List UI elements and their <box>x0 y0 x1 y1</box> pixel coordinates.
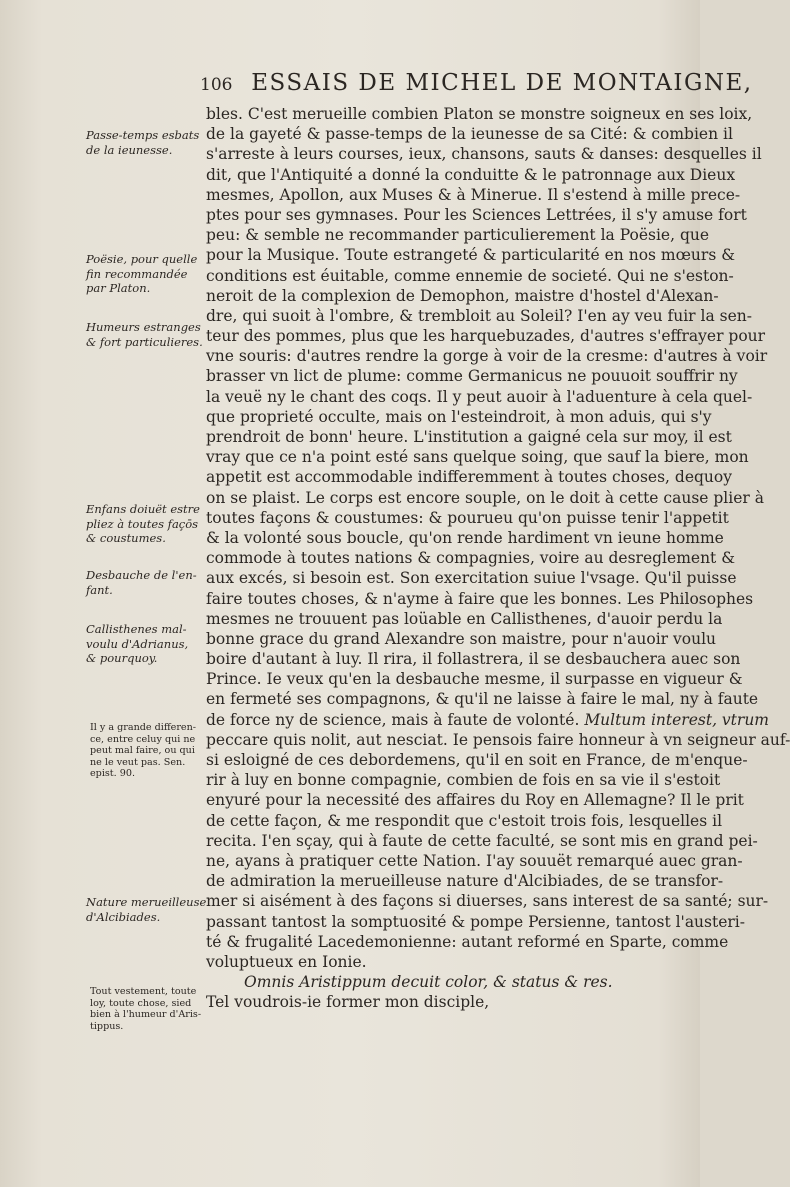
text-line: aux excés, si besoin est. Son exercitation suiue l'vsage. Qu'il puisse <box>206 569 737 588</box>
text-line: mesmes, Apollon, aux Muses & à Mineruе. Il s'estend à mille prece- <box>206 185 741 204</box>
verse-quote: Omnis Aristippum decuit color, & status & res. <box>244 973 613 992</box>
margin-note: Humeurs estranges & fort particulieres. <box>86 320 203 349</box>
text-line: commode à toutes nations & compagnies, voire au desreglement & <box>206 549 735 568</box>
latin-quote: Multum interest, vtrum <box>584 710 769 729</box>
header-title: ESSAIS DE MICHEL DE MONTAIGNE, <box>251 70 753 96</box>
main-text <box>206 104 790 1012</box>
margin-note: Callisthenes mal- voulu d'Adrianus, & pourquoy. <box>86 622 189 665</box>
text-line: bles. C'est merueille combien Platon se monstre soigneux en ses loix, <box>206 105 753 123</box>
margin-note: Desbauche de l'en- fant. <box>86 568 197 597</box>
text-line: passant tantost la somptuosité & pompe Persienne, tantost l'austeri- <box>206 912 746 931</box>
text-segment: de force ny de science, mais à faute de volonté. <box>206 710 580 729</box>
margin-note: Tout vestement, toute loy, toute chose, sied bien à l'humeur d'Aris- tippus. <box>90 986 202 1032</box>
text-line: & la volonté sous boucle, qu'on rende hardiment vn ieune homme <box>206 528 724 547</box>
text-line: ptes pour ses gymnases. Pour les Sciences Lettrées, il s'y amuse fort <box>206 205 747 224</box>
text-line: peu: & semble ne recommander particulierement la Poësie, que <box>206 226 710 245</box>
text-line: peccare quis nolit, aut nesciat. Ie pensois faire honneur à vn seigneur auf- <box>206 730 790 749</box>
text-line: teur des pommes, plus que les harquebuzades, d'autres s'effrayer pour <box>206 327 766 346</box>
text-line: Prince. Ie veux qu'en la desbauche mesme, il surpasse en vigueur & <box>206 670 743 689</box>
text-line: recita. I'en sçay, qui à faute de cette faculté, se sont mis en grand pei- <box>206 831 758 850</box>
text-line: la veuë ny le chant des coqs. Il y peut auoir à l'aduenture à cela quel- <box>206 387 753 406</box>
text-line: neroit de la complexion de Demophon, maistre d'hostel d'Alexan- <box>206 286 719 305</box>
text-line: bonne grace du grand Alexandre son maistre, pour n'auoir voulu <box>206 629 717 648</box>
margin-note: Nature merueilleuse d'Alcibiades. <box>86 895 207 924</box>
text-line: voluptueux en Ionie. <box>206 952 367 971</box>
page-number: 106 <box>200 75 233 95</box>
text-line: toutes façons & coustumes: & pourueu qu'on puisse tenir l'appetit <box>206 508 729 527</box>
text-line: ne, ayans à pratiquer cette Nation. I'ay souuët remarqué auec gran- <box>206 851 743 870</box>
text-line: appetit est accommodable indifferemment à toutes choses, dequoy <box>206 468 732 487</box>
text-line: en fermeté ses compagnons, & qu'il ne laisse à faire le mal, ny à faute <box>206 690 759 709</box>
text-line: brasser vn lict de plume: comme Germanicus ne pouuoit souffrir ny <box>206 367 738 386</box>
text-line: Tel voudrois-ie former mon disciple, <box>206 993 490 1012</box>
text-line: dre, qui suoit à l'ombre, & trembloit au Soleil? I'en ay veu fuir la sen- <box>206 306 752 325</box>
text-line: conditions est éuitable, comme ennemie de societé. Qui ne s'eston- <box>206 266 734 285</box>
running-header <box>200 70 753 96</box>
text-line: dit, que l'Antiquité a donné la conduitte & le patronnage aux Dieux <box>206 165 736 184</box>
text-line: prendroit de bonn' heure. L'institution a gaigné cela sur moy, il est <box>206 428 732 446</box>
text-line: faire toutes choses, & n'ayme à faire que les bonnes. Les Philosophes <box>206 589 754 608</box>
margin-note: Il y a grande differen- ce, entre celuy qui ne peut mal faire, ou qui ne le veut pas. Sen. epist. 90. <box>90 722 197 779</box>
text-line: de la gayeté & passe-temps de la ieunesse de sa Cité: & combien il <box>206 125 733 144</box>
margin-note: Enfans doiuët estre pliez à toutes façōs & coustumes. <box>86 502 200 545</box>
text-line: té & frugalité Lacedemonienne: autant reformé en Sparte, comme <box>206 932 729 951</box>
margin-note: Poësie, pour quelle fin recommandée par Platon. <box>86 252 198 295</box>
text-line: rir à luy en bonne compagnie, combien de fois en sa vie il s'estoit <box>206 771 721 790</box>
margin-note: Passe-temps esbats de la ieunesse. <box>86 128 200 157</box>
text-line: s'arreste à leurs courses, ieux, chansons, sauts & danses: desquelles il <box>206 145 762 164</box>
text-line: enyuré pour la necessité des affaires du Roy en Allemagne? Il le prit <box>206 791 744 810</box>
text-line: de cette façon, & me respondit que c'estoit trois fois, lesquelles il <box>206 811 723 830</box>
text-line: que proprieté occulte, mais on l'esteindroit, à mon aduis, qui s'y <box>206 407 712 426</box>
text-line: vray que ce n'a point esté sans quelque soing, que sauf la biere, mon <box>206 448 749 467</box>
text-line: pour la Musique. Toute estrangeté & particularité en nos mœurs & <box>206 246 735 265</box>
text-line: mesmes ne trouuent pas loüable en Callisthenes, d'auoir perdu la <box>206 609 723 628</box>
text-line: de admiration la merueilleuse nature d'Alcibiades, de se transfor- <box>206 872 724 891</box>
text-line <box>206 710 769 730</box>
text-line: vne souris: d'autres rendre la gorge à voir de la cresme: d'autres à voir <box>206 347 768 366</box>
text-line: mer si aisément à des façons si diuerses, sans interest de sa santé; sur- <box>206 892 769 911</box>
text-line: boire d'autant à luy. Il rira, il follastrera, il se desbauchera auec son <box>206 650 741 669</box>
text-line: si esloigné de ces debordemens, qu'il en soit en France, de m'enque- <box>206 751 748 769</box>
text-line: on se plaist. Le corps est encore souple, on le doit à cette cause plier à <box>206 488 764 507</box>
